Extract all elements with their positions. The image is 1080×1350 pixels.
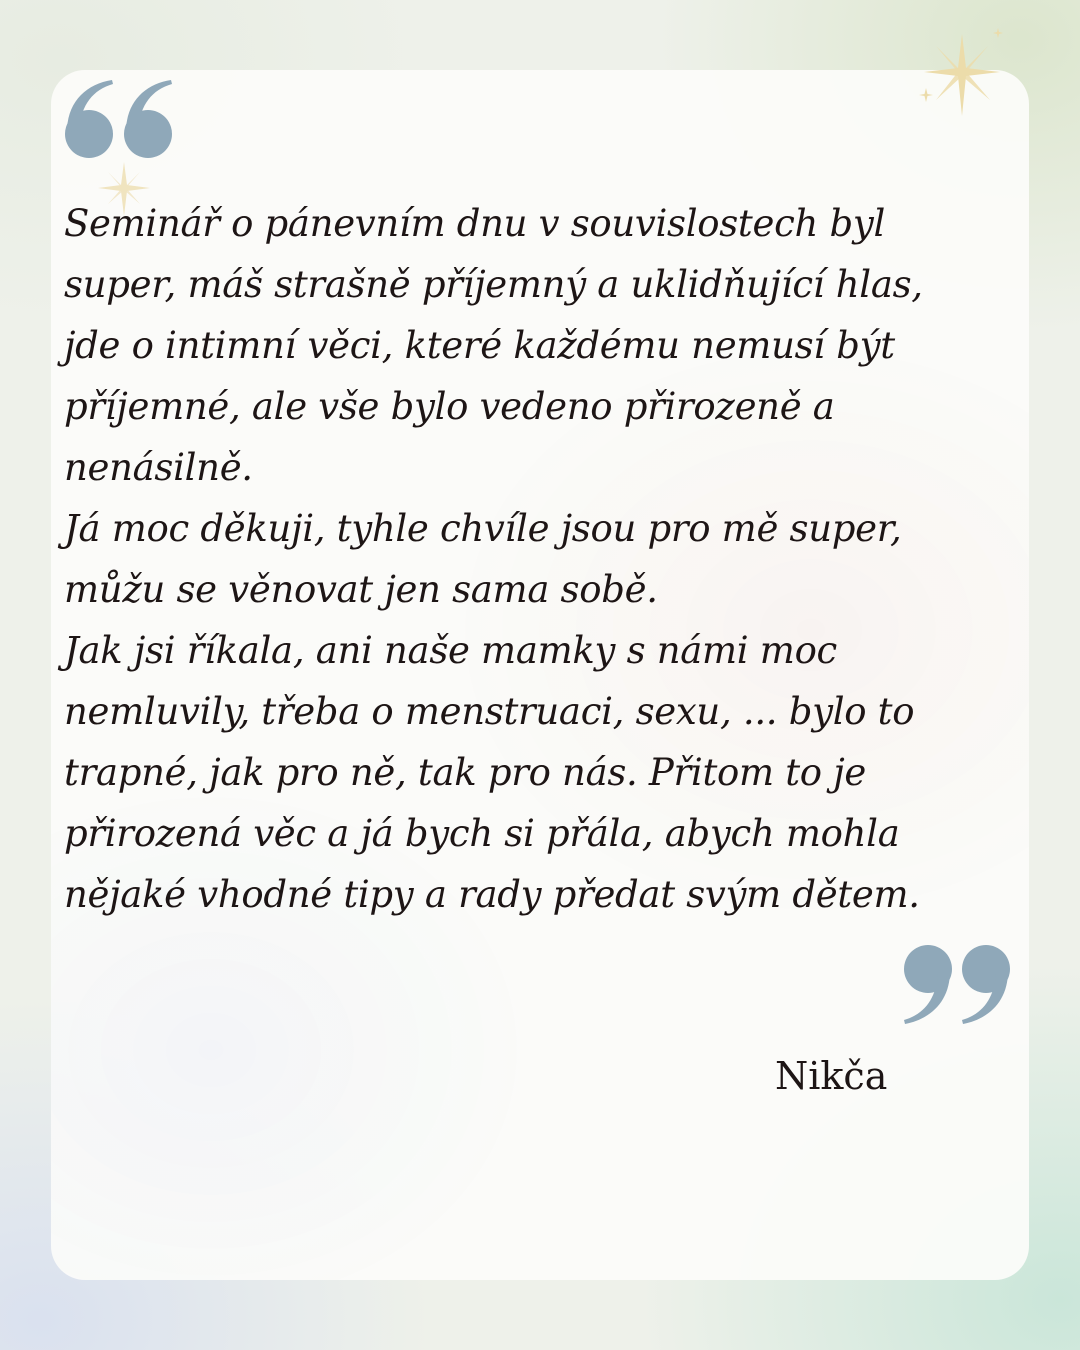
testimonial-text	[64, 193, 1004, 925]
testimonial-line: nemluvily, třeba o menstruaci, sexu, ... bylo to	[64, 690, 915, 733]
testimonial-line: můžu se věnovat jen sama sobě.	[64, 568, 658, 611]
sparkle-icon	[912, 22, 1012, 122]
closing-quote-icon	[900, 942, 1012, 1026]
testimonial-line: Jak jsi říkala, ani naše mamky s námi moc	[64, 629, 837, 672]
testimonial-line: nějaké vhodné tipy a rady předat svým dětem.	[64, 873, 920, 916]
opening-quote-icon	[64, 78, 176, 162]
testimonial-line: nenásilně.	[64, 446, 253, 489]
author-name: Nikča	[775, 1054, 888, 1098]
testimonial-line: super, máš strašně příjemný a uklidňující hlas,	[64, 263, 923, 306]
testimonial-line: Já moc děkuji, tyhle chvíle jsou pro mě super,	[64, 507, 902, 550]
testimonial-line: trapné, jak pro ně, tak pro nás. Přitom to je	[64, 751, 867, 794]
testimonial-line: příjemné, ale vše bylo vedeno přirozeně a	[64, 385, 835, 428]
testimonial-line: jde o intimní věci, které každému nemusí být	[64, 324, 895, 367]
testimonial-line: Seminář o pánevním dnu v souvislostech byl	[64, 202, 886, 245]
testimonial-line: přirozená věc a já bych si přála, abych mohla	[64, 812, 900, 855]
